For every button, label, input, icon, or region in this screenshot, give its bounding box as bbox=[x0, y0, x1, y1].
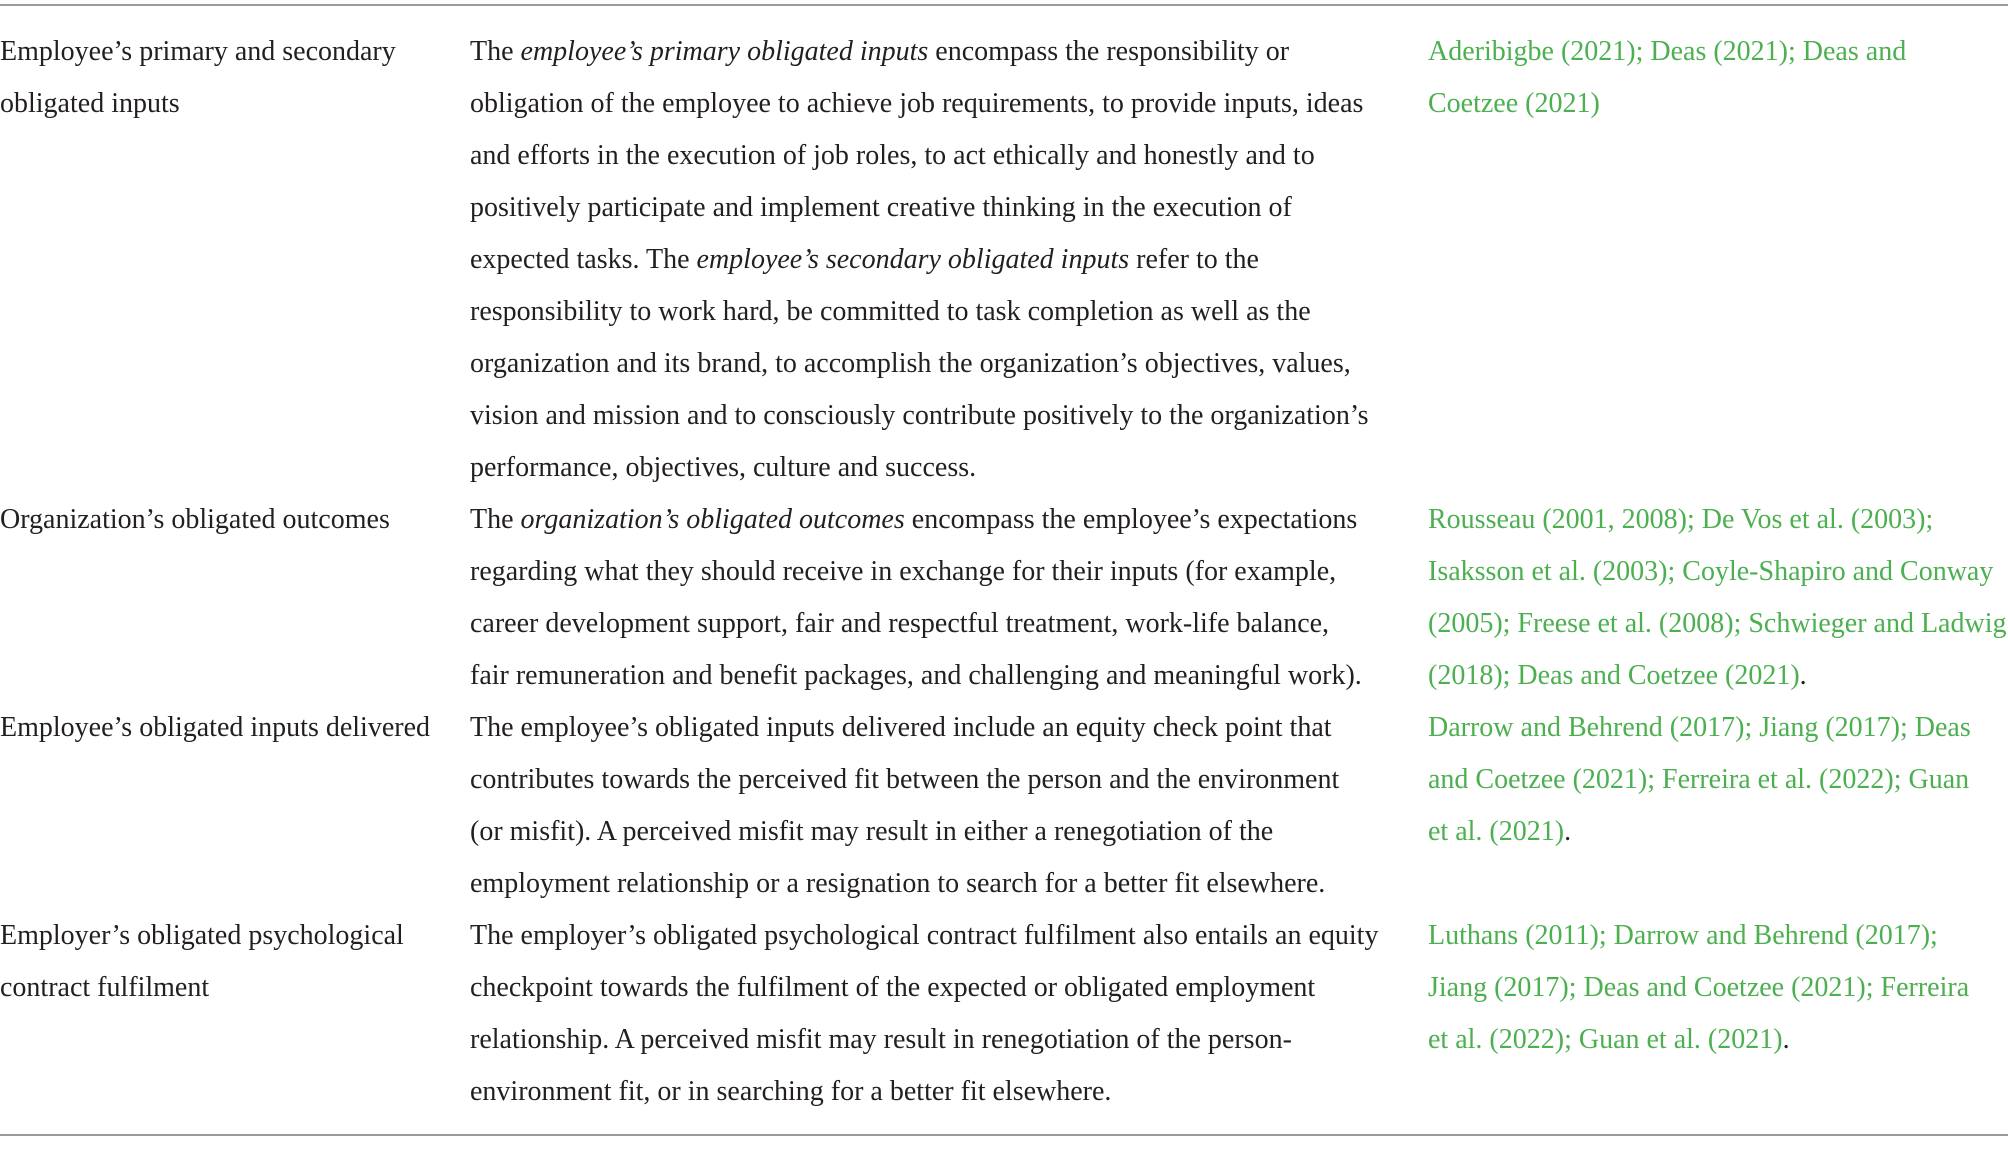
table-row bbox=[0, 702, 2008, 910]
table-bottom-rule bbox=[0, 1134, 2008, 1136]
definition-cell: The employee’s obligated inputs delivered include an equity check point that contributes towards the perceived fit between the person and the environment (or misfit). A perceived misfit may result in either a renegotiation of the employment relationship or a resignation to search for a better fit elsewhere. bbox=[470, 712, 1340, 899]
references-cell bbox=[1428, 702, 2008, 910]
reference-links[interactable]: Aderibigbe (2021); Deas (2021); Deas and Coetzee (2021) bbox=[1428, 36, 1907, 119]
reference-links[interactable]: Rousseau (2001, 2008); De Vos et al. (2003); Isaksson et al. (2003); Coyle-Shapiro and Conway (2005); Freese et al. (2008); Schwieger and Ladwig (2018); Deas and Coetzee (2021) bbox=[1428, 504, 2007, 691]
references-cell bbox=[1428, 910, 2008, 1118]
reference-links[interactable]: Luthans (2011); Darrow and Behrend (2017); Jiang (2017); Deas and Coetzee (2021); Ferreira et al. (2022); Guan et al. (2021) bbox=[1428, 920, 1970, 1055]
table-row bbox=[0, 26, 2008, 494]
term-cell: Employee’s primary and secondary obligated inputs bbox=[0, 36, 396, 119]
reference-period: . bbox=[1564, 816, 1572, 847]
term-cell: Employee’s obligated inputs delivered bbox=[0, 712, 431, 743]
table-row bbox=[0, 910, 2008, 1118]
definitions-table bbox=[0, 26, 2008, 1118]
reference-period: . bbox=[1799, 660, 1807, 691]
reference-links[interactable]: Darrow and Behrend (2017); Jiang (2017); Deas and Coetzee (2021); Ferreira et al. (2022); Guan et al. (2021) bbox=[1428, 712, 1971, 847]
definition-cell: The employer’s obligated psychological contract fulfilment also entails an equity checkpoint towards the fulfilment of the expected or obligated employment relationship. A perceived misfit may result in renegotiation of the person- environment fit, or in searching for a better fit elsewhere. bbox=[470, 920, 1379, 1107]
table-row bbox=[0, 494, 2008, 702]
table-top-rule bbox=[0, 4, 2008, 6]
definition-cell: The organization’s obligated outcomes encompass the employee’s expectations regarding what they should receive in exchange for their inputs (for example, career development support, fair and respectful treatment, work-life balance, fair remuneration and benefit packages, and challenging and meaningful work). bbox=[470, 504, 1362, 691]
references-cell bbox=[1428, 26, 2008, 494]
term-cell: Organization’s obligated outcomes bbox=[0, 504, 390, 535]
term-cell: Employer’s obligated psychological contract fulfilment bbox=[0, 920, 404, 1003]
definition-cell: The employee’s primary obligated inputs encompass the responsibility or obligation of the employee to achieve job requirements, to provide inputs, ideas and efforts in the execution of job roles, to act ethically and honestly and to positively participate and implement creative thinking in the execution of expected tasks. The employee’s secondary obligated inputs refer to the responsibility to work hard, be committed to task completion as well as the organization and its brand, to accomplish the organization’s objectives, values, vision and mission and to consciously contribute positively to the organization’s performance, objectives, culture and success. bbox=[470, 36, 1369, 483]
reference-period: . bbox=[1782, 1024, 1790, 1055]
references-cell bbox=[1428, 494, 2008, 702]
